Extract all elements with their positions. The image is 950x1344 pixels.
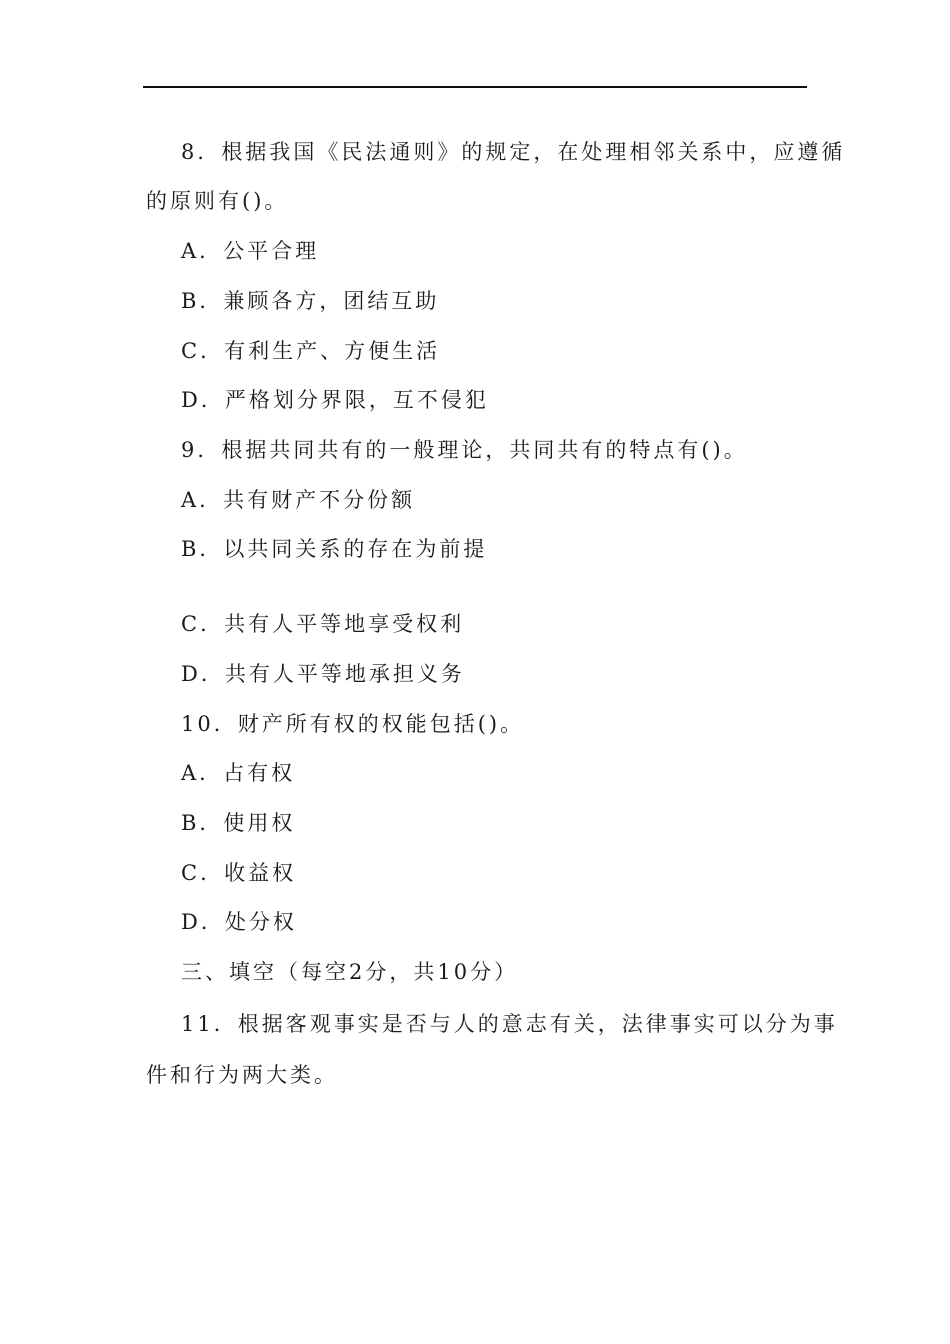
- q8-stem: 8．根据我国《民法通则》的规定，在处理相邻关系中，应遵循: [181, 140, 846, 164]
- q8-option-d: D．严格划分界限，互不侵犯: [181, 388, 489, 412]
- q9-option-b: B．以共同关系的存在为前提: [181, 537, 488, 561]
- q8-option-c: C．有利生产、方便生活: [181, 339, 441, 363]
- q10-option-c: C．收益权: [181, 861, 297, 885]
- q9-option-c: C．共有人平等地享受权利: [181, 612, 465, 636]
- q8-option-b: B．兼顾各方，团结互助: [181, 289, 440, 313]
- q10-option-b: B．使用权: [181, 811, 296, 835]
- q11-stem-cont: 件和行为两大类。: [146, 1063, 338, 1087]
- q10-option-d: D．处分权: [181, 910, 297, 934]
- header-rule: [143, 86, 807, 88]
- q9-option-a: A．共有财产不分份额: [181, 488, 416, 512]
- q9-stem: 9．根据共同共有的一般理论，共同共有的特点有()。: [181, 438, 748, 462]
- q10-option-a: A．占有权: [181, 761, 296, 785]
- section-heading: 三、填空（每空2分，共10分）: [181, 960, 519, 984]
- q8-option-a: A．公平合理: [181, 239, 320, 263]
- q10-stem: 10．财产所有权的权能包括()。: [181, 712, 525, 736]
- q8-stem-cont: 的原则有()。: [146, 189, 289, 213]
- q9-option-d: D．共有人平等地承担义务: [181, 662, 465, 686]
- q11-stem: 11．根据客观事实是否与人的意志有关，法律事实可以分为事: [181, 1012, 838, 1036]
